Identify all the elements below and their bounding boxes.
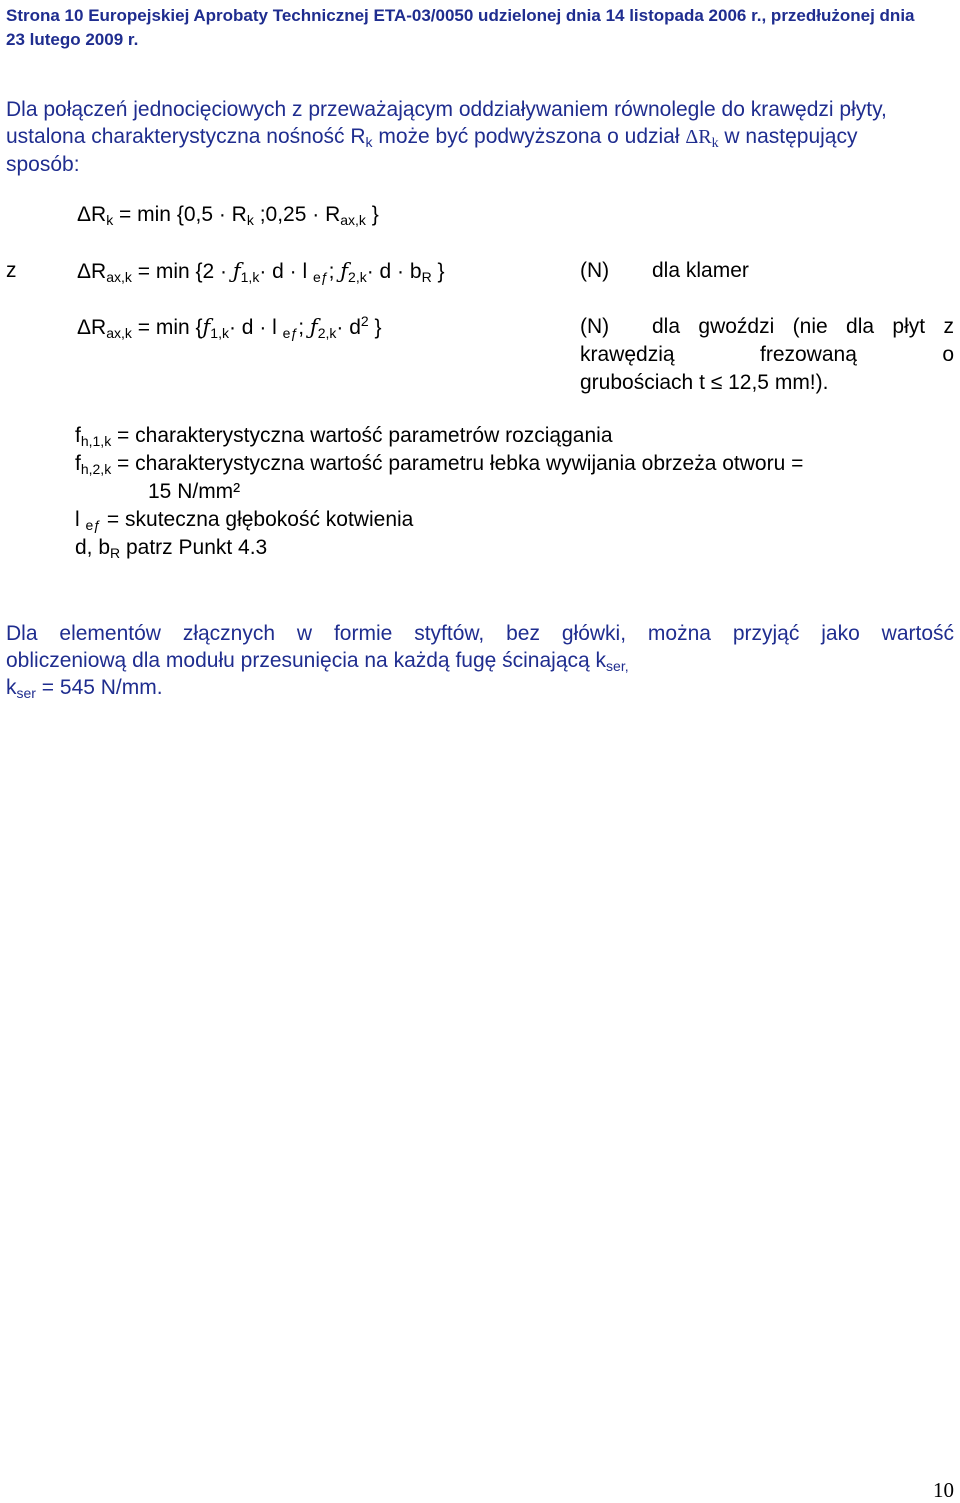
formula-gwozdzi-unit: (N) [580, 315, 610, 338]
delta-symbol: Δ [77, 203, 92, 226]
closing-line-3: $k_{ser} = 545$ N/mm. [6, 676, 163, 701]
intro-line-2: ustalona charakterystyczna nośność $R_k$ może być podwyższona o udział $\Delta R_k$ w następujący [6, 125, 858, 151]
formula-klamer-desc: dla klamer [652, 259, 749, 282]
page-header [6, 4, 956, 52]
closing-line-2: obliczeniową dla modułu przesunięcia na każdą fugę ścinającą $k_{ser,}$ [6, 649, 629, 674]
definition-fh2k-cont: 15 N/mm² [148, 480, 241, 503]
definition-lef: l $_{eƒ}$ = skuteczna głębokość kotwienia [75, 508, 414, 533]
formula-gwozdzi-desc-3: grubościach t ≤ 12,5 mm!). [580, 371, 829, 394]
header-line-1: Strona 10 Europejskiej Aprobaty Technicznej ETA-03/0050 udzielonej dnia 14 listopada 2006 r., przedłużonej dnia [6, 6, 915, 25]
definitions-list [75, 422, 803, 562]
intro-line-3: sposób: [6, 153, 80, 176]
formula-gwozdzi-desc-1: dla gwoździ (nie dla płyt z [652, 315, 954, 338]
delta-symbol: Δ [685, 126, 699, 148]
formula-delta-rax-klamer: $\Delta R_{ax,k} = \min \{2$ · $ƒ_{1,k}\cdot d \cdot l$ $_{eƒ}$; $ƒ_{2,k}\cdot d \cdot b_R$ } [77, 259, 445, 285]
delta-symbol: Δ [77, 260, 92, 283]
closing-line-1: Dla elementów złącznych w formie styftów, bez główki, można przyjąć jako wartość [6, 622, 954, 645]
leq-symbol: ≤ [710, 371, 723, 394]
definition-d-br: d, $b_R$ patrz Punkt 4.3 [75, 536, 268, 561]
intro-line-1: Dla połączeń jednocięciowych z przeważającym oddziaływaniem równolegle do krawędzi płyty, [6, 98, 887, 121]
formula-delta-rax-gwozdzi: $\Delta R_{ax,k} = \min$ {$ƒ_{1,k}\cdot d \cdot l$ $_{eƒ}$; $ƒ_{2,k}\cdot d^2$ } [77, 313, 382, 341]
definition-fh1k: $f_{h,1,k}$ = charakterystyczna wartość parametrów rozciągania [75, 424, 613, 449]
intro-paragraph [6, 96, 954, 178]
page-number: 10 [933, 1478, 954, 1502]
formula-z-prefix: z [6, 259, 17, 282]
formula-klamer-unit: (N) [580, 259, 610, 282]
closing-paragraph [6, 620, 954, 701]
header-line-2: 23 lutego 2009 r. [6, 30, 139, 49]
formula-delta-rk: $\Delta R_k = \min \{0,5 \cdot R_k$ ;0,25 · $R_{ax,k}$ } [77, 203, 379, 228]
formula-gwozdzi-desc-2: krawędzią frezowaną o [580, 343, 954, 366]
definition-fh2k: $f_{h,2,k}$ = charakterystyczna wartość parametru łebka wywijania obrzeża otworu = [75, 452, 804, 477]
delta-symbol: Δ [77, 316, 92, 339]
